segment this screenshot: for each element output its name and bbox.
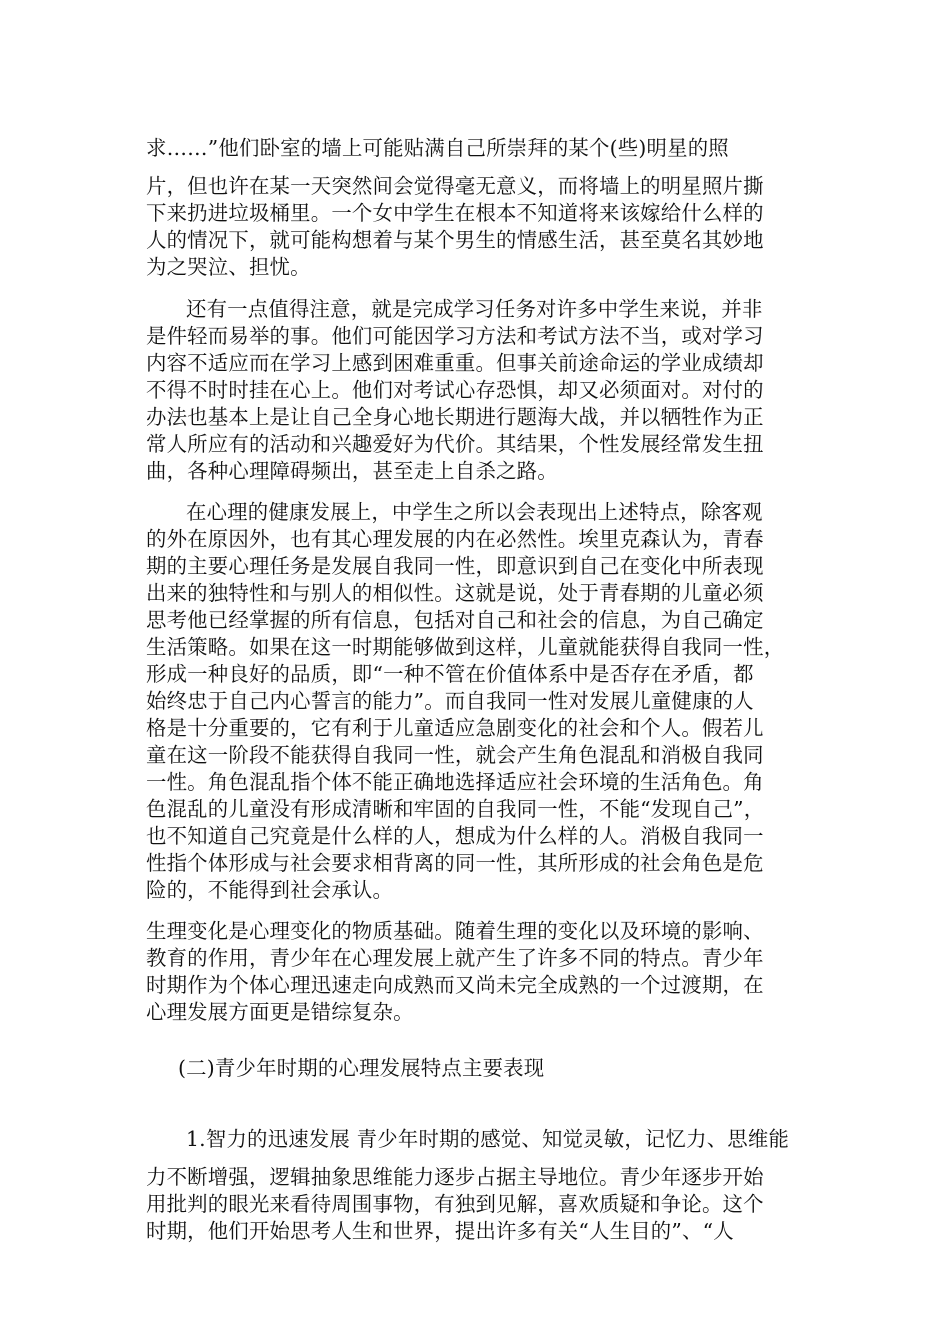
text-line: 还有一点值得注意，就是完成学习任务对许多中学生来说，并非 — [186, 297, 763, 321]
text-line: 常人所应有的活动和兴趣爱好为代价。其结果，个性发展经常发生扭 — [146, 432, 764, 456]
text-line: 色混乱的儿童没有形成清晰和牢固的自我同一性，不能“发现自己”， — [146, 797, 765, 821]
text-line: 形成一种良好的品质，即“一种不管在价值体系中是否存在矛盾，都 — [146, 662, 754, 686]
text-line: 力不断增强，逻辑抽象思维能力逐步占据主导地位。青少年逐步开始 — [146, 1165, 764, 1189]
text-line: 教育的作用，青少年在心理发展上就产生了许多不同的特点。青少年 — [146, 946, 764, 970]
text-line: 人的情况下，就可能构想着与某个男生的情感生活，甚至莫名其妙地 — [146, 228, 764, 252]
text-line: 在心理的健康发展上，中学生之所以会表现出上述特点，除客观 — [186, 500, 763, 524]
text-line: 思考他已经掌握的所有信息，包括对自己和社会的信息，为自己确定 — [146, 608, 764, 632]
text-line: 期的主要心理任务是发展自我同一性，即意识到自己在变化中所表现 — [146, 554, 764, 578]
text-line: 生活策略。如果在这一时期能够做到这样，儿童就能获得自我同一性， — [146, 635, 785, 659]
text-line: 用批判的眼光来看待周围事物，有独到见解，喜欢质疑和争论。这个 — [146, 1192, 764, 1216]
text-line: 1.智力的迅速发展 青少年时期的感觉、知觉灵敏，记忆力、思维能 — [186, 1127, 790, 1151]
text-line: 曲，各种心理障碍频出，甚至走上自杀之路。 — [146, 459, 558, 483]
text-line: 片，但也许在某一天突然间会觉得毫无意义，而将墙上的明星照片撕 — [146, 174, 764, 198]
text-line: 生理变化是心理变化的物质基础。随着生理的变化以及环境的影响、 — [146, 919, 764, 943]
text-line: 的外在原因外，也有其心理发展的内在必然性。埃里克森认为，青春 — [146, 527, 764, 551]
heading-text: (二)青少年时期的心理发展特点主要表现 — [178, 1056, 545, 1080]
text-line: 性指个体形成与社会要求相背离的同一性，其所形成的社会角色是危 — [146, 851, 764, 875]
text-line: 也不知道自己究竟是什么样的人，想成为什么样的人。消极自我同一 — [146, 824, 764, 848]
text-line: 是件轻而易举的事。他们可能因学习方法和考试方法不当，或对学习 — [146, 324, 764, 348]
text-line: 时期作为个体心理迅速走向成熟而又尚未完全成熟的一个过渡期，在 — [146, 973, 764, 997]
text-line: 为之哭泣、担忧。 — [146, 255, 311, 279]
text-line: 办法也基本上是让自己全身心地长期进行题海大战，并以牺牲作为正 — [146, 405, 764, 429]
text-line: 童在这一阶段不能获得自我同一性，就会产生角色混乱和消极自我同 — [146, 743, 764, 767]
text-line: 时期，他们开始思考人生和世界，提出许多有关“人生目的”、“人 — [146, 1219, 734, 1243]
text-line: 一性。角色混乱指个体不能正确地选择适应社会环境的生活角色。角 — [146, 770, 764, 794]
text-line: 出来的独特性和与别人的相似性。这就是说，处于青春期的儿童必须 — [146, 581, 764, 605]
text-line: 始终忠于自己内心誓言的能力”。而自我同一性对发展儿童健康的人 — [146, 689, 754, 713]
text-line: 求……”他们卧室的墙上可能贴满自己所崇拜的某个(些)明星的照 — [146, 136, 729, 160]
text-line: 下来扔进垃圾桶里。一个女中学生在根本不知道将来该嫁给什么样的 — [146, 201, 764, 225]
text-line: 格是十分重要的，它有利于儿童适应急剧变化的社会和个人。假若儿 — [146, 716, 764, 740]
text-line: 内容不适应而在学习上感到困难重重。但事关前途命运的学业成绩却 — [146, 351, 764, 375]
text-line: 心理发展方面更是错综复杂。 — [146, 1000, 414, 1024]
text-line: 险的，不能得到社会承认。 — [146, 878, 394, 902]
text-line: 不得不时时挂在心上。他们对考试心存恐惧，却又必须面对。对付的 — [146, 378, 764, 402]
